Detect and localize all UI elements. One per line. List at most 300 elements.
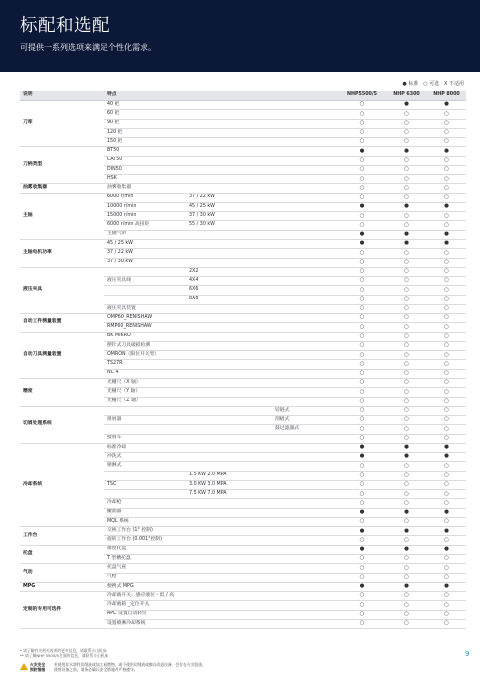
- feature-cell: [272, 573, 338, 582]
- column-header-model: NHP5500/5: [338, 91, 386, 101]
- availability-mark: ●: [427, 453, 466, 462]
- table-row: [20, 378, 466, 387]
- availability-mark: ○: [386, 619, 427, 628]
- availability-mark: ○: [427, 480, 466, 489]
- feature-cell: [186, 425, 272, 434]
- availability-mark: ○: [338, 314, 386, 323]
- availability-mark: ●: [427, 527, 466, 536]
- feature-cell: [272, 601, 338, 610]
- availability-mark: ○: [427, 332, 466, 341]
- feature-cell: 标准冷却: [104, 443, 186, 452]
- availability-mark: ○: [338, 110, 386, 119]
- availability-mark: ●: [386, 443, 427, 452]
- feature-cell: [186, 508, 272, 517]
- feature-cell: 7.5 KW 7.0 MPA: [186, 490, 272, 499]
- page-title: 标配和选配: [20, 16, 110, 36]
- legend-na-label: 不适用: [448, 81, 464, 87]
- availability-mark: ○: [386, 295, 427, 304]
- availability-mark: ○: [386, 332, 427, 341]
- feature-cell: 液压夹具装置: [104, 304, 186, 313]
- feature-cell: OMP60_RENISHAW: [104, 314, 186, 323]
- availability-mark: ○: [427, 286, 466, 295]
- feature-cell: [186, 536, 272, 545]
- column-header-model: NHP 8000: [427, 91, 466, 101]
- feature-cell: 锥度托盘: [104, 545, 186, 554]
- availability-mark: ○: [386, 304, 427, 313]
- availability-mark: ○: [427, 360, 466, 369]
- feature-cell: 37 / 22 kW: [104, 249, 186, 258]
- feature-cell: [272, 147, 338, 156]
- availability-mark: ○: [427, 193, 466, 202]
- feature-cell: TS27R: [104, 360, 186, 369]
- availability-mark: ●: [338, 545, 386, 554]
- availability-mark: ●: [427, 230, 466, 239]
- category-cell: 精度: [20, 378, 104, 406]
- table-row: [20, 147, 466, 156]
- feature-cell: [186, 128, 272, 137]
- availability-mark: ○: [338, 416, 386, 425]
- availability-mark: ○: [338, 406, 386, 415]
- feature-cell: 37 / 30 kW: [186, 212, 272, 221]
- feature-cell: [272, 619, 338, 628]
- availability-mark: ○: [386, 573, 427, 582]
- availability-mark: ○: [386, 610, 427, 619]
- availability-mark: ○: [338, 536, 386, 545]
- availability-mark: ●: [386, 202, 427, 211]
- feature-cell: [186, 601, 272, 610]
- feature-cell: 3.0 KW 3.0 MPA: [186, 480, 272, 489]
- feature-cell: [272, 369, 338, 378]
- column-header-feature: 特点: [104, 91, 338, 101]
- table-row: [20, 582, 466, 591]
- table-row: [20, 239, 466, 248]
- category-cell: 冷却系统: [20, 443, 104, 526]
- feature-cell: [186, 517, 272, 526]
- availability-mark: ○: [427, 277, 466, 286]
- feature-cell: [104, 406, 186, 415]
- availability-mark: ●: [338, 239, 386, 248]
- feature-cell: [186, 397, 272, 406]
- feature-cell: [186, 434, 272, 443]
- availability-mark: ○: [338, 601, 386, 610]
- availability-mark: ○: [338, 499, 386, 508]
- feature-cell: [272, 480, 338, 489]
- availability-mark: ○: [338, 564, 386, 573]
- feature-cell: [272, 545, 338, 554]
- feature-cell: 光栅尺（Z 轴）: [104, 397, 186, 406]
- availability-mark: ○: [338, 490, 386, 499]
- availability-mark: ○: [338, 471, 386, 480]
- feature-cell: [186, 304, 272, 313]
- availability-mark: ●: [338, 508, 386, 517]
- feature-cell: 60 把: [104, 110, 186, 119]
- table-row: [20, 101, 466, 110]
- availability-mark: ○: [427, 462, 466, 471]
- availability-mark: ○: [338, 332, 386, 341]
- feature-cell: [186, 545, 272, 554]
- availability-mark: ○: [386, 165, 427, 174]
- availability-mark: ○: [427, 165, 466, 174]
- feature-cell: [272, 295, 338, 304]
- feature-cell: 6X6: [186, 286, 272, 295]
- availability-mark: ●: [338, 527, 386, 536]
- feature-cell: [272, 119, 338, 128]
- availability-mark: ○: [386, 499, 427, 508]
- availability-mark: ○: [386, 267, 427, 276]
- feature-cell: BT50: [104, 147, 186, 156]
- feature-cell: 1.5 KW 2.0 MPA: [186, 471, 272, 480]
- feature-cell: 摆针式刀具破损检测: [104, 341, 186, 350]
- feature-cell: 2X2: [186, 267, 272, 276]
- availability-mark: ○: [386, 369, 427, 378]
- availability-mark: ○: [338, 555, 386, 564]
- availability-mark: ○: [386, 175, 427, 184]
- category-cell: 油雾收集器: [20, 184, 104, 193]
- not-applicable-symbol-icon: X: [443, 81, 448, 87]
- feature-cell: [186, 101, 272, 110]
- availability-mark: ○: [427, 304, 466, 313]
- feature-cell: 冷却液箱 _定位开关: [104, 601, 186, 610]
- availability-mark: ○: [427, 564, 466, 573]
- page-number: 9: [465, 650, 470, 658]
- feature-cell: [186, 499, 272, 508]
- feature-cell: 冷却枪: [104, 499, 186, 508]
- feature-cell: [272, 156, 338, 165]
- feature-cell: [272, 471, 338, 480]
- feature-cell: 鼓过滤器式: [272, 425, 338, 434]
- feature-cell: 铰链式: [272, 406, 338, 415]
- availability-mark: ●: [338, 202, 386, 211]
- availability-mark: ○: [338, 101, 386, 110]
- feature-cell: [272, 378, 338, 387]
- availability-mark: ○: [386, 258, 427, 267]
- availability-mark: ○: [427, 323, 466, 332]
- availability-mark: ○: [386, 434, 427, 443]
- table-row: [20, 443, 466, 452]
- feature-cell: [272, 592, 338, 601]
- footnote: * 请了解有关相关选项的更多信息，请联系斗山机床: [20, 648, 107, 653]
- availability-mark: ○: [386, 128, 427, 137]
- feature-cell: [272, 434, 338, 443]
- availability-mark: ○: [338, 610, 386, 619]
- table-header-row: [20, 91, 466, 101]
- availability-mark: ○: [386, 193, 427, 202]
- feature-cell: [186, 406, 272, 415]
- availability-mark: ○: [338, 221, 386, 230]
- feature-cell: 排屑器: [104, 416, 186, 425]
- category-cell: 刀柄类型: [20, 147, 104, 184]
- availability-mark: ○: [386, 110, 427, 119]
- feature-cell: [272, 165, 338, 174]
- availability-mark: ○: [427, 406, 466, 415]
- feature-cell: [272, 443, 338, 452]
- availability-mark: ○: [427, 184, 466, 193]
- category-cell: 自动工件测量装置: [20, 314, 104, 333]
- availability-mark: ○: [386, 480, 427, 489]
- table-row: [20, 592, 466, 601]
- table-row: [20, 184, 466, 193]
- feature-cell: [272, 517, 338, 526]
- availability-mark: ○: [338, 156, 386, 165]
- category-cell: 主轴电机功率: [20, 239, 104, 267]
- feature-cell: [186, 592, 272, 601]
- feature-cell: [272, 184, 338, 193]
- feature-cell: [104, 295, 186, 304]
- availability-mark: ○: [386, 592, 427, 601]
- feature-cell: [272, 332, 338, 341]
- availability-mark: ○: [338, 295, 386, 304]
- feature-cell: [272, 508, 338, 517]
- availability-mark: ●: [427, 147, 466, 156]
- availability-mark: ○: [427, 369, 466, 378]
- category-cell: 定制的专用可选件: [20, 592, 104, 629]
- availability-mark: ○: [338, 341, 386, 350]
- availability-mark: ○: [338, 304, 386, 313]
- availability-mark: ○: [338, 619, 386, 628]
- feature-cell: NC 4: [104, 369, 186, 378]
- feature-cell: 交换工作台 (1° 控制): [104, 527, 186, 536]
- feature-cell: [272, 202, 338, 211]
- availability-mark: ○: [386, 119, 427, 128]
- feature-cell: [186, 110, 272, 119]
- availability-mark: ○: [338, 138, 386, 147]
- availability-mark: ○: [427, 416, 466, 425]
- warning-icon: [20, 663, 28, 670]
- category-cell: 切屑处理系统: [20, 406, 104, 443]
- feature-cell: 油雾收集器: [104, 184, 186, 193]
- feature-cell: MQL 系统: [104, 517, 186, 526]
- feature-cell: [272, 249, 338, 258]
- availability-mark: ○: [338, 434, 386, 443]
- availability-mark: ○: [338, 128, 386, 137]
- table-row: [20, 267, 466, 276]
- availability-mark: ○: [386, 397, 427, 406]
- feature-cell: [272, 110, 338, 119]
- availability-mark: ○: [427, 425, 466, 434]
- feature-cell: 便携式 MPG: [104, 582, 186, 591]
- feature-cell: 15000 r/min: [104, 212, 186, 221]
- availability-mark: ○: [427, 351, 466, 360]
- feature-cell: [272, 304, 338, 313]
- feature-cell: [186, 416, 272, 425]
- feature-cell: HSK: [104, 175, 186, 184]
- feature-cell: BK MIKRO: [104, 332, 186, 341]
- feature-cell: APC 设置自动转位: [104, 610, 186, 619]
- availability-mark: ○: [338, 351, 386, 360]
- feature-cell: 45 / 25 kW: [104, 239, 186, 248]
- feature-cell: [186, 619, 272, 628]
- feature-cell: [186, 582, 272, 591]
- feature-cell: [186, 249, 272, 258]
- availability-mark: ○: [338, 369, 386, 378]
- availability-mark: ●: [386, 239, 427, 248]
- table-row: [20, 314, 466, 323]
- table-row: [20, 193, 466, 202]
- feature-cell: [272, 499, 338, 508]
- table-row: [20, 332, 466, 341]
- table-row: [20, 564, 466, 573]
- feature-cell: 旋转工作台 (0.001°控制): [104, 536, 186, 545]
- availability-mark: ○: [386, 416, 427, 425]
- availability-mark: ○: [427, 388, 466, 397]
- feature-cell: [186, 341, 272, 350]
- feature-cell: CAT50: [104, 156, 186, 165]
- feature-cell: [272, 582, 338, 591]
- feature-cell: [186, 184, 272, 193]
- availability-mark: ○: [338, 193, 386, 202]
- availability-mark: ●: [338, 453, 386, 462]
- feature-cell: [272, 462, 338, 471]
- availability-mark: ○: [427, 175, 466, 184]
- feature-cell: DIN50: [104, 165, 186, 174]
- availability-mark: ●: [427, 101, 466, 110]
- availability-mark: ○: [386, 221, 427, 230]
- availability-mark: ○: [338, 592, 386, 601]
- fire-safety-notice: [20, 662, 350, 674]
- feature-cell: [272, 323, 338, 332]
- availability-mark: ○: [338, 388, 386, 397]
- availability-mark: ○: [427, 536, 466, 545]
- availability-mark: ○: [386, 277, 427, 286]
- availability-mark: ○: [386, 378, 427, 387]
- legend-optional-label: 可选: [429, 81, 440, 87]
- availability-mark: ○: [386, 360, 427, 369]
- feature-cell: [272, 536, 338, 545]
- feature-cell: [272, 230, 338, 239]
- availability-mark: ○: [427, 249, 466, 258]
- feature-cell: TSC: [104, 480, 186, 489]
- feature-cell: 冲洗式: [104, 453, 186, 462]
- availability-mark: ○: [386, 184, 427, 193]
- availability-mark: ●: [427, 545, 466, 554]
- feature-cell: [186, 165, 272, 174]
- availability-mark: ○: [338, 267, 386, 276]
- feature-cell: [186, 175, 272, 184]
- feature-cell: 液压夹具线: [104, 277, 186, 286]
- feature-cell: 120 把: [104, 128, 186, 137]
- legend: [402, 80, 464, 87]
- availability-mark: ●: [427, 239, 466, 248]
- availability-mark: ○: [427, 397, 466, 406]
- feature-cell: [186, 573, 272, 582]
- availability-mark: ○: [427, 258, 466, 267]
- category-cell: 托盘: [20, 545, 104, 564]
- availability-mark: ○: [427, 221, 466, 230]
- availability-mark: ●: [386, 508, 427, 517]
- availability-mark: ○: [338, 462, 386, 471]
- availability-mark: ○: [427, 212, 466, 221]
- availability-mark: ●: [386, 147, 427, 156]
- feature-cell: [186, 369, 272, 378]
- availability-mark: ○: [338, 425, 386, 434]
- feature-cell: [272, 193, 338, 202]
- availability-mark: ○: [386, 286, 427, 295]
- availability-mark: ○: [386, 314, 427, 323]
- feature-cell: 光栅尺（Y 轴）: [104, 388, 186, 397]
- category-cell: 气动: [20, 564, 104, 583]
- availability-mark: ○: [427, 434, 466, 443]
- feature-cell: [272, 239, 338, 248]
- feature-cell: [186, 360, 272, 369]
- feature-cell: [186, 527, 272, 536]
- availability-mark: ○: [427, 267, 466, 276]
- fire-safety-text: 若使用非水溶性切削液或加工易燃物，或不使用切削液或擦自改造设备，会存在火灾隐患。 使用设备之前，请务必确认安全措施并严格遵守。: [54, 662, 206, 672]
- feature-cell: [104, 267, 186, 276]
- feature-cell: [186, 138, 272, 147]
- availability-mark: ○: [338, 286, 386, 295]
- availability-mark: ○: [386, 249, 427, 258]
- availability-mark: ●: [338, 147, 386, 156]
- feature-cell: [104, 471, 186, 480]
- availability-mark: ○: [338, 397, 386, 406]
- availability-mark: ○: [386, 555, 427, 564]
- availability-mark: ●: [386, 582, 427, 591]
- availability-mark: ○: [427, 610, 466, 619]
- feature-cell: [186, 564, 272, 573]
- feature-cell: 6000 r/min 高扭矩: [104, 221, 186, 230]
- availability-mark: ○: [338, 258, 386, 267]
- feature-cell: [186, 462, 272, 471]
- feature-cell: 8X8: [186, 295, 272, 304]
- feature-cell: 90 把: [104, 119, 186, 128]
- feature-cell: [272, 388, 338, 397]
- availability-mark: ●: [427, 508, 466, 517]
- feature-cell: [272, 453, 338, 462]
- feature-cell: [272, 221, 338, 230]
- table-row: [20, 527, 466, 536]
- availability-mark: ○: [427, 295, 466, 304]
- availability-mark: ○: [338, 165, 386, 174]
- availability-mark: ○: [338, 480, 386, 489]
- availability-mark: ○: [386, 212, 427, 221]
- feature-cell: [272, 610, 338, 619]
- feature-cell: 冷却液开关：感应液位 - 低 / 高: [104, 592, 186, 601]
- availability-mark: ○: [427, 592, 466, 601]
- feature-cell: T 型槽托盘: [104, 555, 186, 564]
- feature-cell: 40 把: [104, 101, 186, 110]
- availability-mark: ○: [427, 156, 466, 165]
- category-cell: 自动刀具测量装置: [20, 332, 104, 378]
- category-cell: 刀库: [20, 101, 104, 147]
- feature-cell: [272, 490, 338, 499]
- availability-mark: ○: [338, 517, 386, 526]
- availability-mark: ○: [386, 156, 427, 165]
- feature-cell: 光栅尺（X 轴）: [104, 378, 186, 387]
- availability-mark: ○: [386, 138, 427, 147]
- feature-cell: 接屑车: [104, 434, 186, 443]
- availability-mark: ●: [338, 230, 386, 239]
- feature-cell: [186, 239, 272, 248]
- feature-cell: 刮板式: [272, 416, 338, 425]
- availability-mark: ○: [338, 249, 386, 258]
- feature-cell: [272, 286, 338, 295]
- feature-cell: [272, 351, 338, 360]
- availability-mark: ○: [338, 184, 386, 193]
- availability-mark: ○: [386, 406, 427, 415]
- availability-mark: ○: [338, 277, 386, 286]
- feature-cell: 6000 r/min: [104, 193, 186, 202]
- availability-mark: ●: [386, 527, 427, 536]
- category-cell: 主轴: [20, 193, 104, 239]
- availability-mark: ○: [427, 119, 466, 128]
- feature-cell: [272, 212, 338, 221]
- availability-mark: ○: [427, 555, 466, 564]
- availability-mark: ○: [338, 119, 386, 128]
- feature-cell: [272, 564, 338, 573]
- availability-mark: ○: [427, 490, 466, 499]
- availability-mark: ○: [386, 388, 427, 397]
- column-header-description: 说明: [20, 91, 104, 101]
